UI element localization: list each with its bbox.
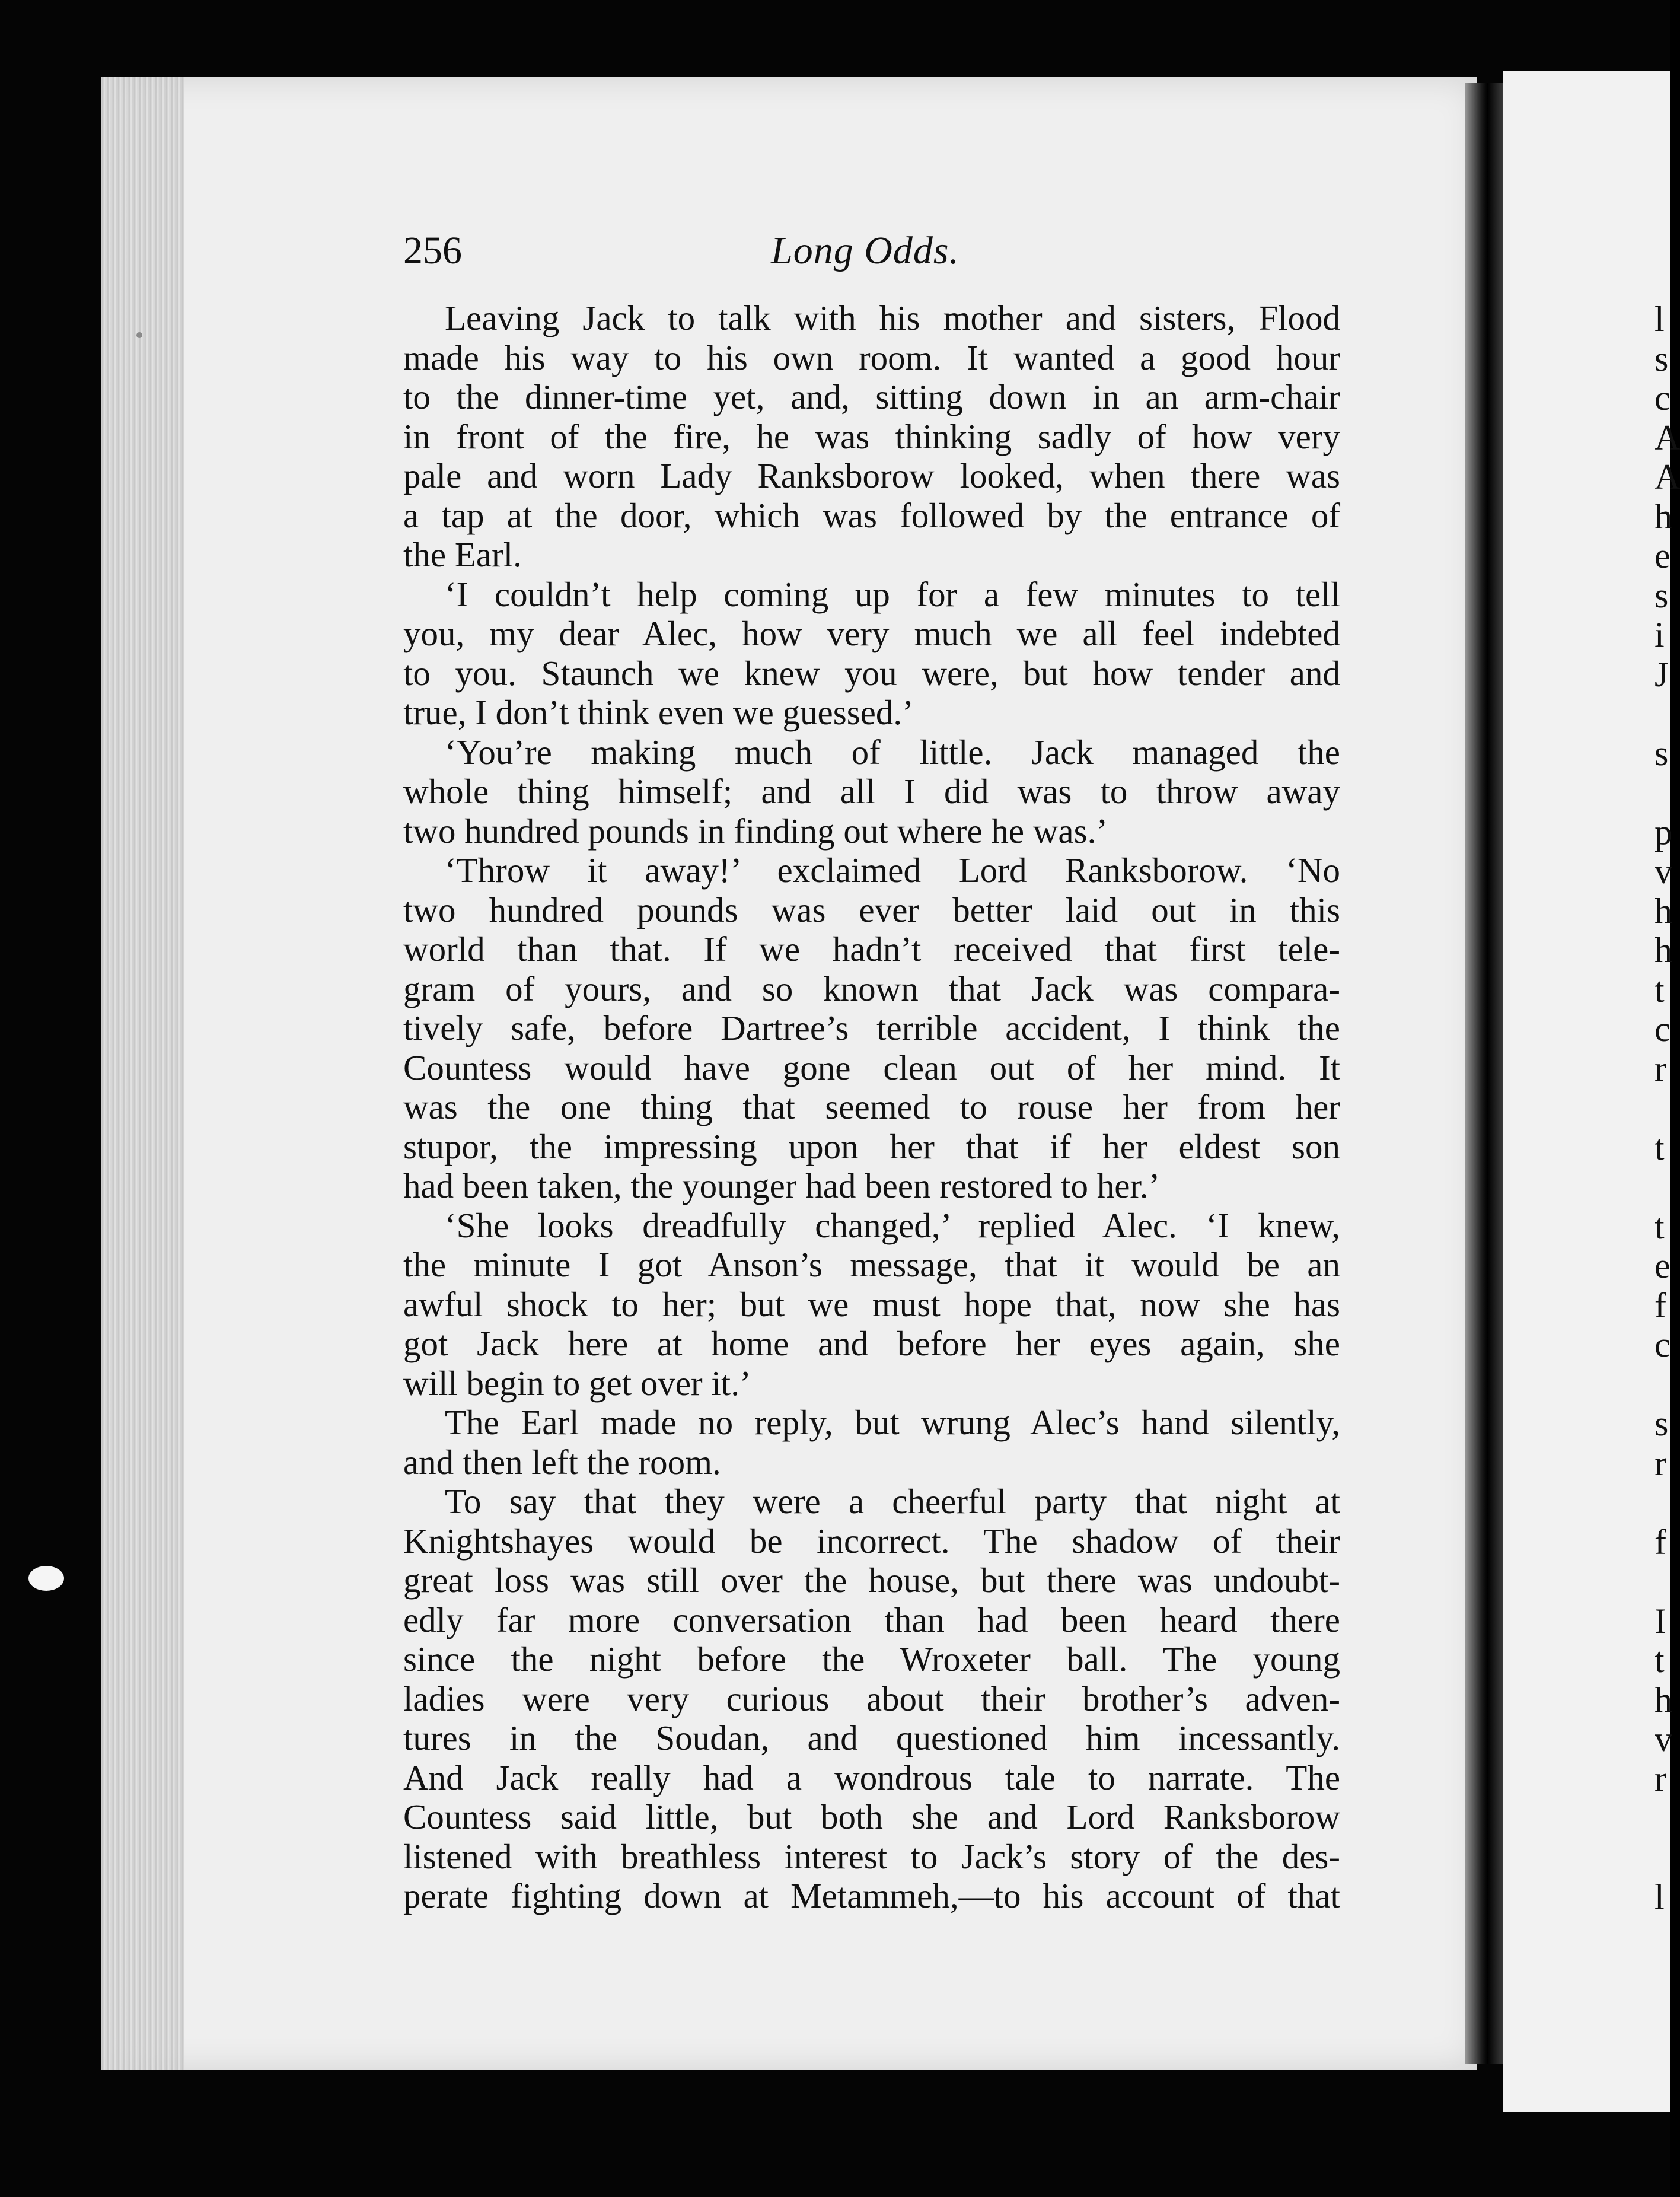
text-line: in front of the fire, he was thinking sadly of how very [403, 416, 1340, 456]
dust-speck [136, 332, 142, 338]
text-line: great loss was still over the house, but there was undoubt- [403, 1561, 1340, 1600]
text-line: whole thing himself; and all I did was to throw away [403, 772, 1340, 811]
text-line: got Jack here at home and before her eyes again, she [403, 1324, 1340, 1363]
text-line: two hundred pounds in finding out where he was.’ [403, 811, 1108, 851]
text-line: ‘Throw it away!’ exclaimed Lord Ranksborow. ‘No [445, 851, 1340, 890]
text-line: listened with breathless interest to Jack’s story of the des- [403, 1836, 1340, 1876]
paragraph [403, 1482, 1340, 1916]
text-line: perate fighting down at Metammeh,—to his account of that [403, 1876, 1340, 1915]
text-line: edly far more conversation than had been heard there [403, 1600, 1340, 1639]
text-line: two hundred pounds was ever better laid out in this [403, 890, 1340, 929]
paragraph [403, 1206, 1340, 1403]
running-head [403, 228, 1340, 282]
page-number: 256 [403, 229, 462, 272]
text-line: Leaving Jack to talk with his mother and sisters, Flood [445, 298, 1340, 337]
text-line: you, my dear Alec, how very much we all feel indebted [403, 614, 1340, 653]
paragraph [403, 298, 1340, 575]
text-line: to the dinner-time yet, and, sitting down in an arm-chair [403, 377, 1340, 416]
right-page-fragments: l s c A A h e s i J s p v h h t c r t t e f c s r f I t h v r l [1655, 300, 1680, 1916]
paragraph [403, 851, 1340, 1206]
text-line: ‘She looks dreadfully changed,’ replied Alec. ‘I knew, [445, 1205, 1340, 1245]
text-line: ‘You’re making much of little. Jack managed the [445, 732, 1340, 772]
running-title: Long Odds. [771, 229, 960, 272]
text-line: was the one thing that seemed to rouse her from her [403, 1087, 1340, 1126]
text-line: pale and worn Lady Ranksborow looked, when there was [403, 456, 1340, 495]
text-line: made his way to his own room. It wanted a good hour [403, 337, 1340, 377]
text-line: the minute I got Anson’s message, that it would be an [403, 1245, 1340, 1284]
text-line: tures in the Soudan, and questioned him incessantly. [403, 1718, 1340, 1757]
right-page [1503, 71, 1670, 2112]
text-line: ‘I couldn’t help coming up for a few minutes to tell [445, 574, 1340, 614]
page-edges [101, 77, 184, 2070]
text-line: To say that they were a cheerful party that night at [445, 1482, 1340, 1521]
dust-speck [28, 1566, 64, 1591]
body-text [403, 298, 1340, 1916]
text-line: Countess would have gone clean out of her mind. It [403, 1047, 1340, 1087]
text-line: world than that. If we hadn’t received that first tele- [403, 929, 1340, 969]
text-line: will begin to get over it.’ [403, 1363, 751, 1403]
text-line: had been taken, the younger had been restored to her.’ [403, 1166, 1161, 1205]
text-line: a tap at the door, which was followed by the entrance of [403, 495, 1340, 535]
text-line: ladies were very curious about their brother’s adven- [403, 1679, 1340, 1718]
text-line: Knightshayes would be incorrect. The shadow of their [403, 1521, 1340, 1561]
text-line: tively safe, before Dartree’s terrible accident, I think the [403, 1008, 1340, 1047]
book-gutter [1465, 83, 1503, 2064]
text-line: stupor, the impressing upon her that if her eldest son [403, 1126, 1340, 1166]
paragraph [403, 1403, 1340, 1482]
text-line: Countess said little, but both she and Lord Ranksborow [403, 1797, 1340, 1836]
text-line: awful shock to her; but we must hope that, now she has [403, 1284, 1340, 1324]
text-line: gram of yours, and so known that Jack was compara- [403, 969, 1340, 1008]
paragraph [403, 733, 1340, 851]
text-line: true, I don’t think even we guessed.’ [403, 693, 914, 732]
text-line: since the night before the Wroxeter ball. The young [403, 1639, 1340, 1679]
text-line: the Earl. [403, 535, 522, 574]
paragraph [403, 575, 1340, 733]
text-line: And Jack really had a wondrous tale to narrate. The [403, 1757, 1340, 1797]
text-line: The Earl made no reply, but wrung Alec’s hand silently, [445, 1403, 1340, 1442]
text-line: to you. Staunch we knew you were, but how tender and [403, 653, 1340, 693]
text-line: and then left the room. [403, 1442, 721, 1482]
